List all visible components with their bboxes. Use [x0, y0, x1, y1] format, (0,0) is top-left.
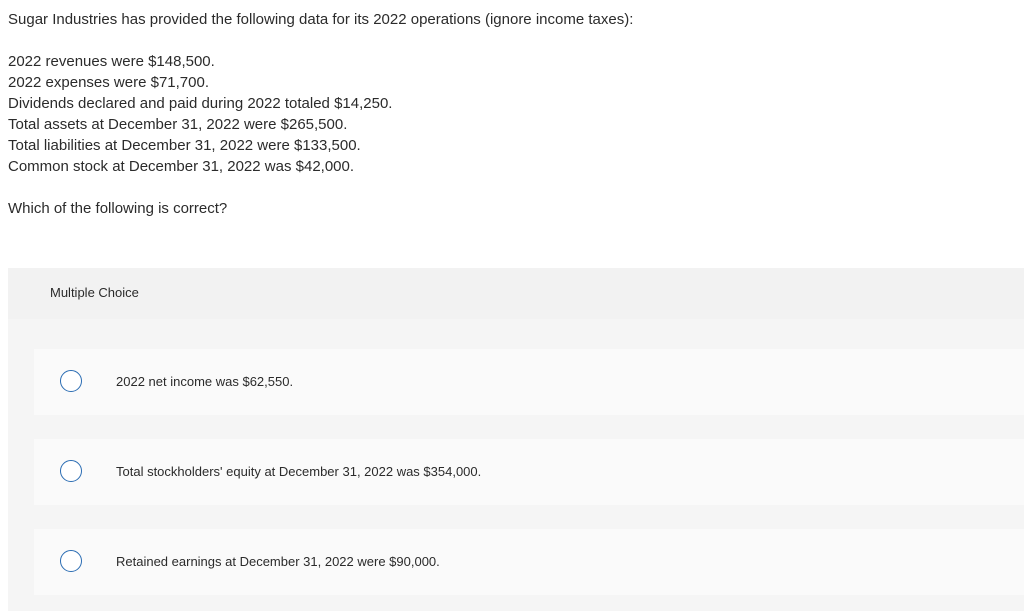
- question-stem: [8, 9, 1008, 219]
- radio-button-icon[interactable]: [60, 460, 82, 482]
- fact-common-stock: Common stock at December 31, 2022 was $42,000.: [8, 158, 355, 175]
- choice-text: Total stockholders' equity at December 31, 2022 was $354,000.: [116, 464, 482, 479]
- choice-option-2[interactable]: [34, 439, 1024, 505]
- question-prompt: Which of the following is correct?: [8, 200, 228, 217]
- choice-text: Retained earnings at December 31, 2022 were $90,000.: [116, 554, 440, 569]
- fact-dividends: Dividends declared and paid during 2022 totaled $14,250.: [8, 95, 393, 112]
- multiple-choice-label: Multiple Choice: [50, 285, 139, 300]
- fact-total-liabilities: Total liabilities at December 31, 2022 were $133,500.: [8, 137, 361, 154]
- fact-revenues: 2022 revenues were $148,500.: [8, 53, 215, 70]
- choice-text: 2022 net income was $62,550.: [116, 374, 294, 389]
- fact-total-assets: Total assets at December 31, 2022 were $265,500.: [8, 116, 348, 133]
- multiple-choice-options: [8, 319, 1024, 611]
- multiple-choice-header: [8, 268, 1024, 319]
- choice-option-1[interactable]: [34, 349, 1024, 415]
- question-facts: [8, 51, 1008, 177]
- radio-button-icon[interactable]: [60, 370, 82, 392]
- choice-option-3[interactable]: [34, 529, 1024, 595]
- radio-button-icon[interactable]: [60, 550, 82, 572]
- question-intro: Sugar Industries has provided the following data for its 2022 operations (ignore income taxes):: [8, 11, 634, 28]
- fact-expenses: 2022 expenses were $71,700.: [8, 74, 209, 91]
